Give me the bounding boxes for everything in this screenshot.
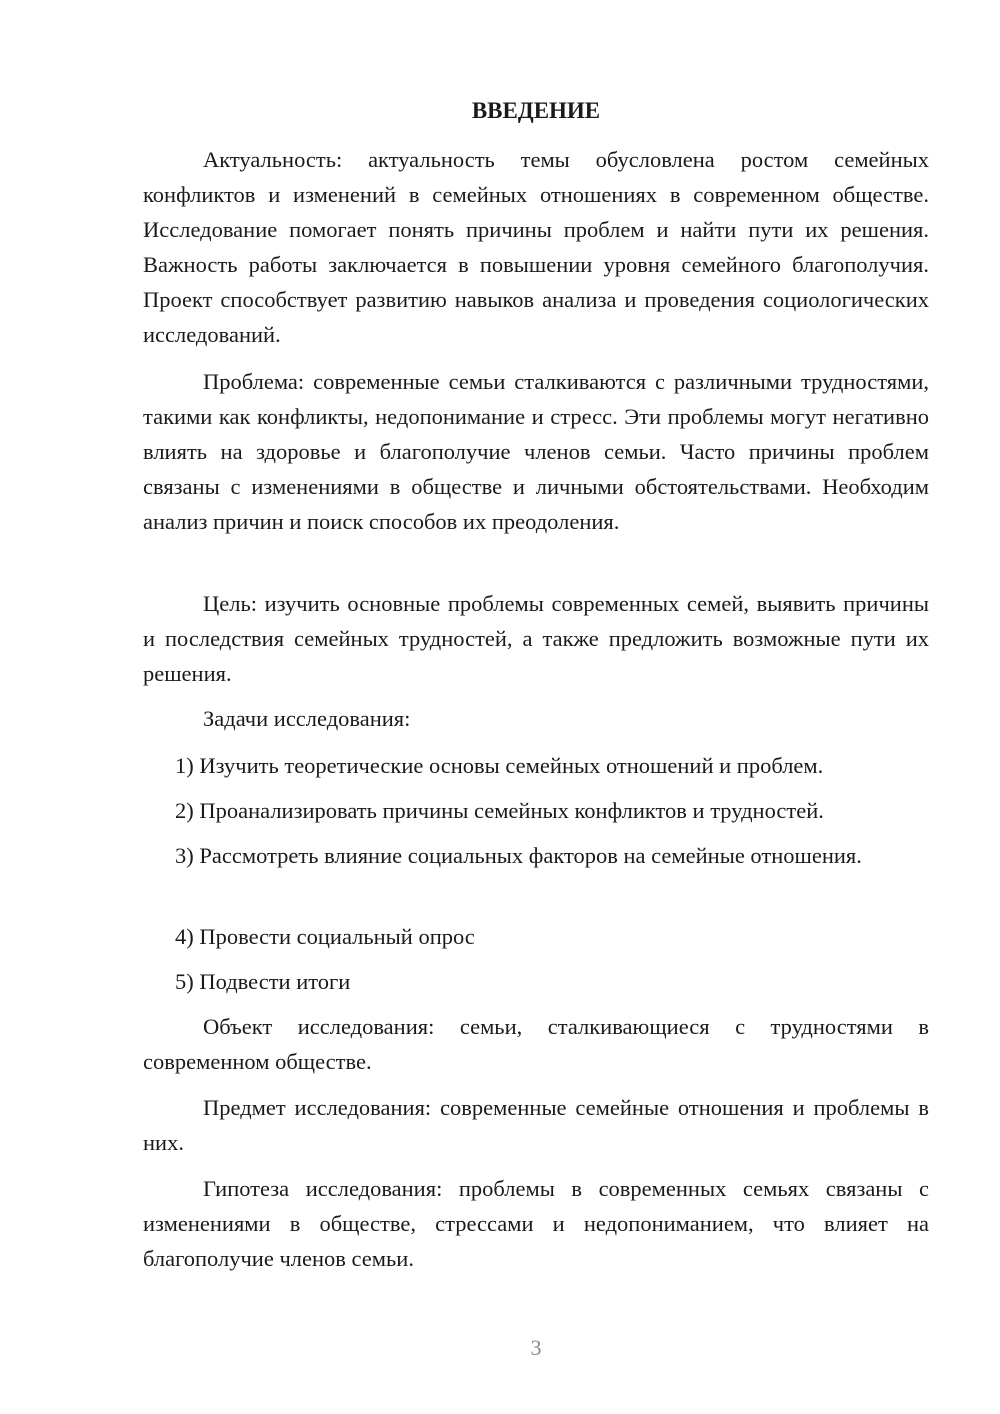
task-item-3: 3) Рассмотреть влияние социальных факторов на семейные отношения. [175, 843, 862, 868]
tasks-title: Задачи исследования: [203, 706, 411, 731]
task-item-4: 4) Провести социальный опрос [175, 924, 475, 949]
page-title: ВВЕДЕНИЕ [471, 98, 601, 123]
paragraph-hypothesis: Гипотеза исследования: проблемы в современных семьях связаны с изменениями в обществе, стрессами и недопониманием, что влияет на благополучие членов семьи. [143, 1176, 929, 1271]
paragraph-goal: Цель: изучить основные проблемы современных семей, выявить причины и последствия семейных трудностей, а также предложить возможные пути их решения. [143, 591, 929, 686]
task-item-1: 1) Изучить теоретические основы семейных отношений и проблем. [175, 753, 824, 778]
page-number: 3 [530, 1335, 542, 1360]
paragraph-problem: Проблема: современные семьи сталкиваются с различными трудностями, такими как конфликты, недопонимание и стресс. Эти проблемы могут негативно влиять на здоровье и благополучие членов семьи. Часто причины проблем связаны с изменениями в обществе и личными обстоятельствами. Необходим анализ причин и поиск способов их преодоления. [143, 369, 929, 534]
task-item-2: 2) Проанализировать причины семейных конфликтов и трудностей. [175, 798, 824, 823]
paragraph-relevance: Актуальность: актуальность темы обусловлена ростом семейных конфликтов и изменений в семейных отношениях в современном обществе. Исследование помогает понять причины проблем и найти пути их решения. Важность работы заключается в повышении уровня семейного благополучия. Проект способствует развитию навыков анализа и проведения социологических исследований. [143, 147, 929, 347]
paragraph-subject: Предмет исследования: современные семейные отношения и проблемы в них. [143, 1095, 929, 1155]
task-item-5: 5) Подвести итоги [175, 969, 351, 994]
paragraph-object: Объект исследования: семьи, сталкивающиеся с трудностями в современном обществе. [143, 1014, 929, 1074]
